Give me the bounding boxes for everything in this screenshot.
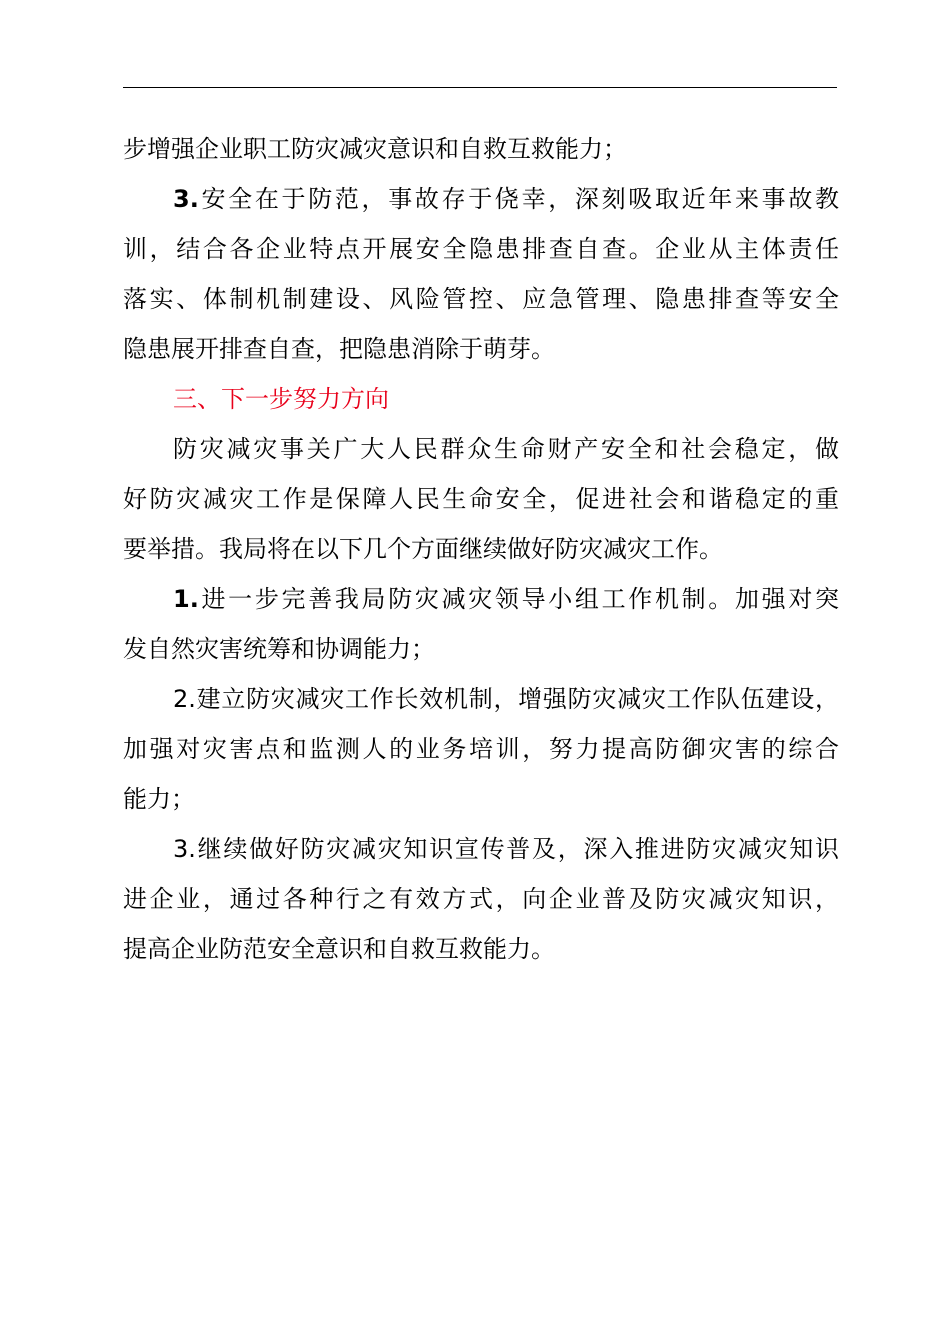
header-rule	[123, 87, 837, 88]
item-number: 3.	[173, 185, 199, 213]
paragraph-3-line-1	[123, 174, 839, 224]
paragraph-continuation-line: 步增强企业职工防灾减灾意识和自救互救能力；	[123, 135, 627, 163]
item-3-line-3: 提高企业防范安全意识和自救互救能力。	[123, 935, 555, 963]
item-1-line-2: 发自然灾害统筹和协调能力；	[123, 635, 435, 663]
item-2-line-3: 能力；	[123, 785, 195, 813]
section-heading: 三、下一步努力方向	[173, 385, 389, 413]
paragraph-3-line-4: 隐患展开排查自查，把隐患消除于萌芽。	[123, 335, 555, 363]
item-3-line-1: 3.继续做好防灾减灾知识宣传普及，深入推进防灾减灾知识	[173, 835, 839, 863]
paragraph-3-line-3: 落实、体制机制建设、风险管控、应急管理、隐患排查等安全	[123, 285, 839, 313]
item-number: 1.	[173, 585, 199, 613]
paragraph-text: 安全在于防范，事故存于侥幸，深刻吸取近年来事故教	[198, 185, 839, 213]
paragraph-text: 进一步完善我局防灾减灾领导小组工作机制。加强对突	[198, 585, 839, 613]
item-2-line-2: 加强对灾害点和监测人的业务培训，努力提高防御灾害的综合	[123, 735, 839, 763]
intro-paragraph-line-3: 要举措。我局将在以下几个方面继续做好防灾减灾工作。	[123, 535, 723, 563]
item-3-line-2: 进企业，通过各种行之有效方式，向企业普及防灾减灾知识，	[123, 885, 839, 913]
intro-paragraph-line-2: 好防灾减灾工作是保障人民生命安全，促进社会和谐稳定的重	[123, 485, 839, 513]
document-body	[123, 124, 839, 974]
intro-paragraph-line-1: 防灾减灾事关广大人民群众生命财产安全和社会稳定，做	[173, 435, 839, 463]
item-2-line-1: 2.建立防灾减灾工作长效机制，增强防灾减灾工作队伍建设，	[173, 685, 839, 713]
paragraph-3-line-2: 训，结合各企业特点开展安全隐患排查自查。企业从主体责任	[123, 235, 839, 263]
item-1-line-1	[123, 574, 839, 624]
